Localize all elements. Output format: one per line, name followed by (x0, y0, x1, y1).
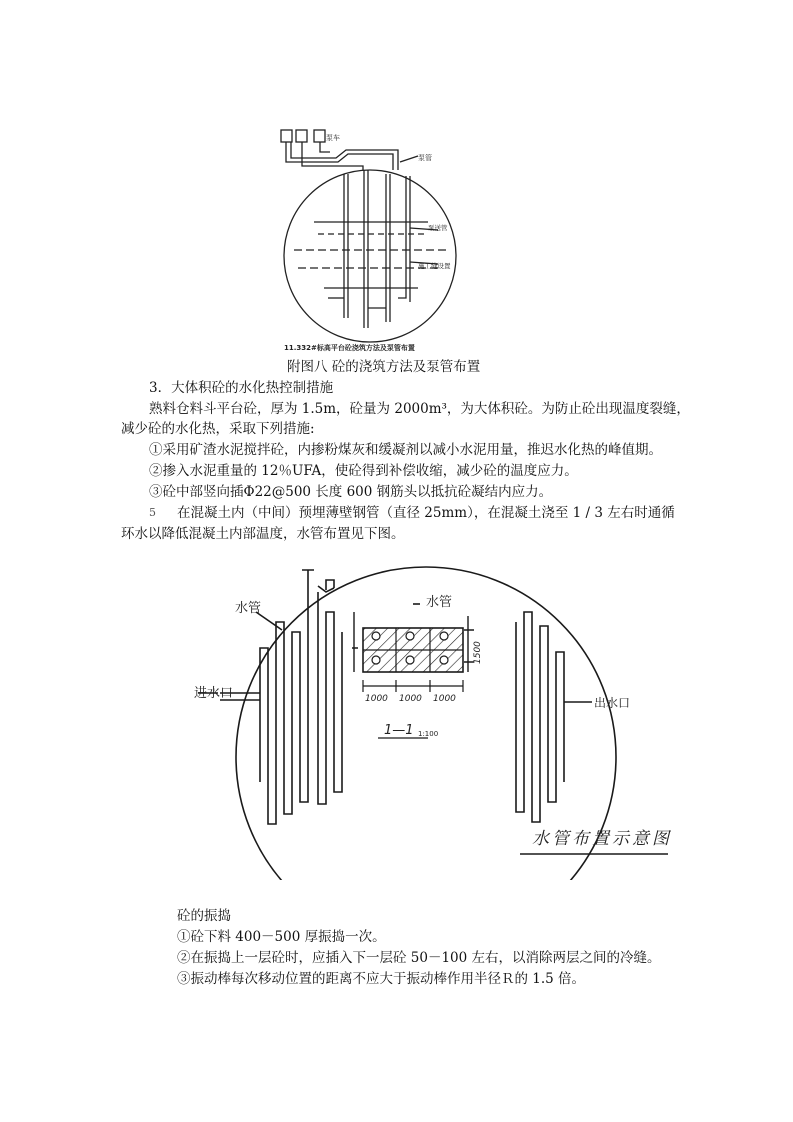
intro-paragraph-line1: 熟料仓料斗平台砼，厚为 1.5m，砼量为 2000m³，为大体积砼。为防止砼出现温度裂缝， (149, 401, 690, 417)
figure2-title: 水管布置示意图 (532, 829, 672, 849)
label-pipe-mid: 泵送管 (428, 224, 448, 232)
measure-3: ③砼中部竖向插Φ22@500 长度 600 钢筋头以抵抗砼凝结内应力。 (149, 484, 553, 500)
measure-2: ②掺入水泥重量的 12％UFA，使砼得到补偿收缩，减少砼的温度应力。 (149, 463, 578, 479)
right-water-pipe (516, 612, 592, 822)
pump-box (296, 130, 307, 142)
label-pipe-left: 水管 (235, 601, 262, 616)
dimension-3: 1000 (433, 694, 456, 704)
measure-1: ①采用矿渣水泥搅拌砼，内掺粉煤灰和缓凝剂以减小水泥用量，推迟水化热的峰值期。 (149, 442, 662, 458)
section-scale: 1:100 (418, 730, 439, 738)
pump-box (314, 130, 325, 142)
silo-outline (284, 170, 456, 342)
figure1-small-caption: 11.332#标高平台砼浇筑方法及泵管布置 (284, 344, 415, 352)
dimension-height: 1500 (473, 641, 483, 664)
figure-pouring-layout (268, 122, 468, 354)
vibration-item-3: ③振动棒每次移动位置的距离不应大于振动棒作用半径Ｒ的 1.5 倍。 (177, 971, 586, 987)
label-construction-joint: 施工缝设置 (418, 262, 451, 270)
label-pump-truck: 泵车 (326, 134, 340, 142)
measure-5-number: 5 (149, 506, 156, 519)
dimension-1: 1000 (365, 694, 388, 704)
vibration-item-1: ①砼下料 400－500 厚振捣一次。 (177, 929, 386, 945)
intro-paragraph-line2: 减少砼的水化热，采取下列措施: (121, 421, 315, 437)
vibration-item-2: ②在振捣上一层砼时，应插入下一层砼 50－100 左右，以消除两层之间的冷缝。 (177, 950, 661, 966)
pump-box (281, 130, 292, 142)
figure-water-pipe-layout (158, 552, 686, 880)
section-view (352, 612, 474, 738)
measure-5-line1: 在混凝土内（中间）预埋薄壁钢管（直径 25mm），在混凝土浇至 1 / 3 左右时通循 (177, 505, 675, 521)
vibration-heading: 砼的振捣 (177, 908, 231, 924)
label-inlet: 进水口 (194, 686, 234, 701)
label-pump-pipe: 泵管 (418, 154, 432, 162)
label-pipe-top: 水管 (426, 595, 453, 610)
label-outlet: 出水口 (594, 696, 631, 710)
dimension-2: 1000 (399, 694, 422, 704)
section3-heading: 3．大体积砼的水化热控制措施 (149, 380, 334, 396)
figure8-caption: 附图八 砼的浇筑方法及泵管布置 (287, 359, 481, 375)
section-label: 1—1 (384, 723, 414, 738)
measure-5-line2: 环水以降低混凝土内部温度，水管布置见下图。 (121, 526, 405, 542)
